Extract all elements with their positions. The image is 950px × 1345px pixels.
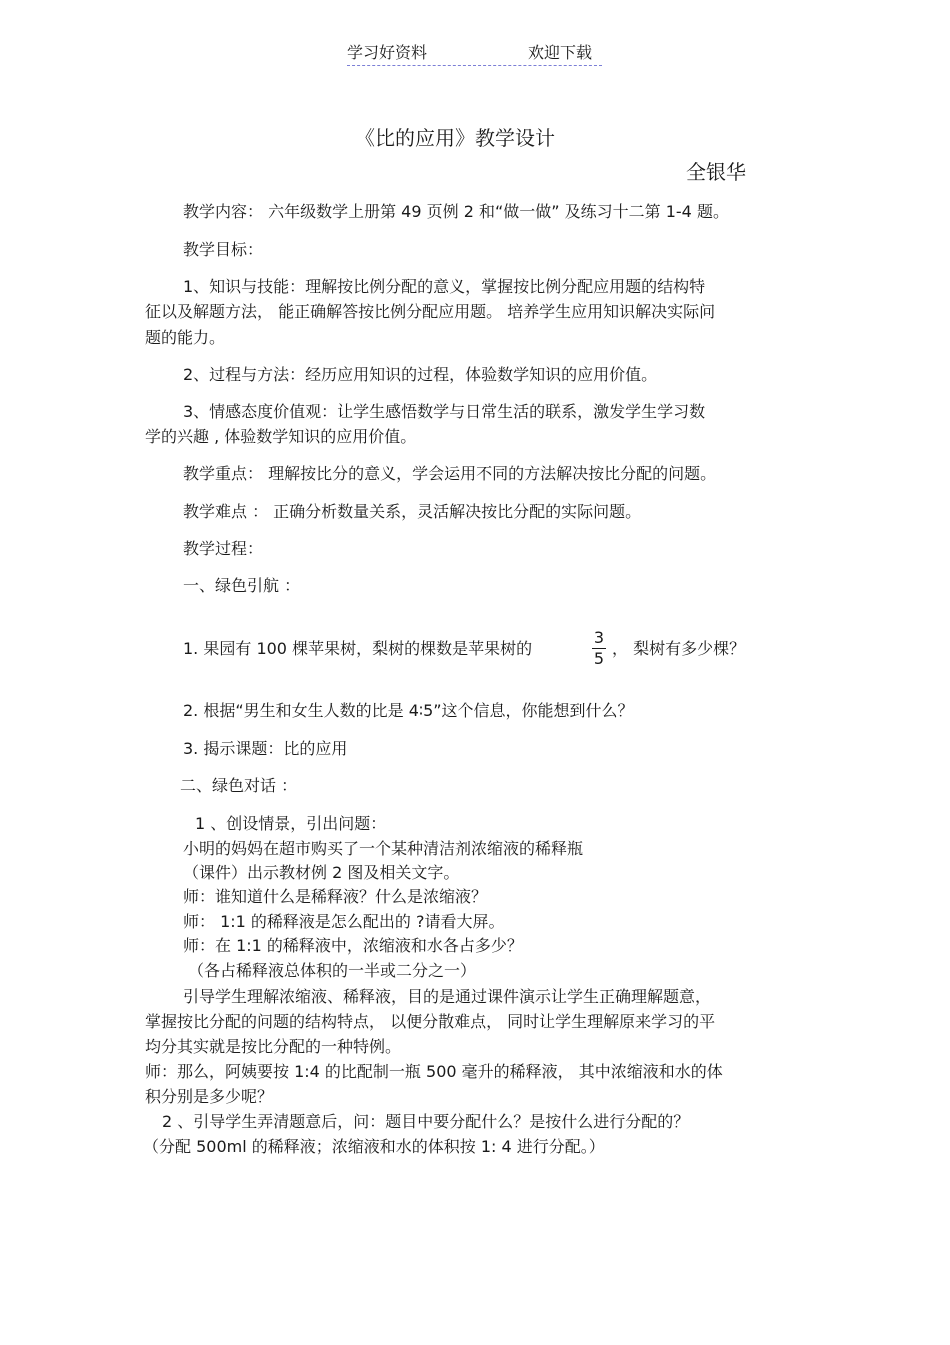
section-1-heading: 一、绿色引航 ：: [183, 576, 301, 595]
step-2-text: 2 、引导学生弄清题意后，问：题目中要分配什么？是按什么进行分配的？: [162, 1112, 690, 1131]
goal-2: 2、过程与方法：经历应用知识的过程，体验数学知识的应用价值。: [183, 365, 658, 384]
teacher-problem-line-2: 积分别是多少呢？: [145, 1087, 274, 1106]
teacher-question-2: 师： 1:1 的稀释液是怎么配出的 ?请看大屏。: [183, 912, 505, 931]
teacher-problem-line-1: 师：那么，阿姨要按 1:4 的比配制一瓶 500 毫升的稀释液， 其中浓缩液和水的体: [145, 1062, 723, 1081]
goal-1-line-1: 1、知识与技能：理解按比例分配的意义，掌握按比例分配应用题的结构特: [183, 277, 706, 296]
fraction-denominator: 5: [593, 649, 605, 668]
section-2-heading: 二、绿色对话 ：: [180, 776, 298, 795]
key-point: 教学重点： 理解按比分的意义，学会运用不同的方法解决按比分配的问题。: [183, 464, 717, 483]
goals-label: 教学目标：: [183, 240, 264, 259]
author-name: 全银华: [686, 160, 746, 184]
teacher-question-3: 师：在 1:1 的稀释液中，浓缩液和水各占多少？: [183, 936, 523, 955]
goal-3-line-1: 3、情感态度价值观：让学生感悟数学与日常生活的联系，激发学生学习数: [183, 402, 706, 421]
step-1-heading: 1 、创设情景，引出问题：: [195, 814, 387, 833]
process-label: 教学过程：: [183, 539, 264, 558]
guidance-line-2: 掌握按比分配的问题的结构特点， 以便分散难点， 同时让学生理解原来学习的平: [145, 1012, 716, 1031]
guidance-line-1: 引导学生理解浓缩液、稀释液，目的是通过课件演示让学生正确理解题意，: [183, 987, 712, 1006]
step-2-answer: （分配 500ml 的稀释液；浓缩液和水的体积按 1: 4 进行分配。）: [143, 1137, 605, 1156]
question-1-text: 1. 果园有 100 棵苹果树，梨树的棵数是苹果树的: [183, 639, 533, 658]
teaching-content: 教学内容： 六年级数学上册第 49 页例 2 和“做一做” 及练习十二第 1-4 题。: [183, 202, 729, 221]
fraction-three-fifths: [588, 628, 610, 669]
document-title: 《比的应用》教学设计: [355, 126, 555, 150]
header-left: 学习好资料: [347, 43, 428, 62]
header-divider: [347, 65, 602, 66]
teacher-question-1: 师：谁知道什么是稀释液？什么是浓缩液？: [183, 887, 488, 906]
goal-3-line-2: 学的兴趣 , 体验数学知识的应用价值。: [145, 427, 417, 446]
answer-note: （各占稀释液总体积的一半或二分之一）: [188, 961, 477, 980]
goal-1-line-3: 题的能力。: [145, 328, 226, 347]
question-2: 2. 根据“男生和女生人数的比是 4∶5”这个信息，你能想到什么？: [183, 701, 634, 720]
question-1-tail: ， 梨树有多少棵？: [612, 639, 746, 658]
fraction-numerator: 3: [593, 628, 605, 647]
goal-1-line-2: 征以及解题方法， 能正确解答按比例分配应用题。 培养学生应用知识解决实际问: [145, 302, 716, 321]
difficulty: 教学难点 ： 正确分析数量关系，灵活解决按比分配的实际问题。: [183, 502, 642, 521]
guidance-line-3: 均分其实就是按比分配的一种特例。: [145, 1037, 402, 1056]
courseware-note: （课件）出示教材例 2 图及相关文字。: [183, 863, 460, 882]
header-right: 欢迎下载: [528, 43, 593, 62]
scenario-text: 小明的妈妈在超市购买了一个某种清洁剂浓缩液的稀释瓶: [183, 839, 584, 858]
question-3: 3. 揭示课题：比的应用: [183, 739, 348, 758]
